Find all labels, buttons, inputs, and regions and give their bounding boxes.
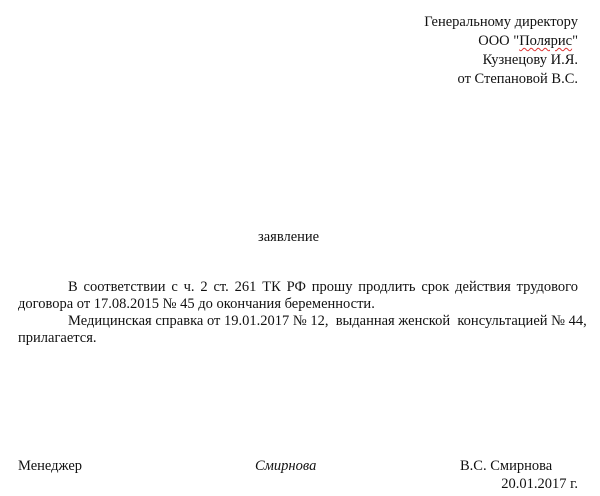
paragraph-2-line-1: Медицинская справка от 19.01.2017 № 12, выданная женской консультацией № 44, <box>68 313 587 329</box>
addressee-title: Генеральному директору <box>424 14 578 30</box>
paragraph-1-line-1: В соответствии с ч. 2 ст. 261 ТК РФ прошу продлить срок действия трудового <box>68 279 578 295</box>
paragraph-2-line-2: прилагается. <box>18 330 97 346</box>
company-suffix: " <box>572 33 578 49</box>
sender-name: от Степановой В.С. <box>457 71 578 87</box>
document-title: заявление <box>258 229 320 245</box>
signer-name: В.С. Смирнова <box>460 458 553 474</box>
document-body <box>18 279 587 347</box>
company-line <box>424 32 578 51</box>
paragraph-1-line-2: договора от 17.08.2015 № 45 до окончания беременности. <box>18 296 375 312</box>
company-prefix: ООО " <box>478 33 520 49</box>
signer-position: Менеджер <box>18 458 83 474</box>
document-date: 20.01.2017 г. <box>501 476 578 492</box>
addressee-name: Кузнецову И.Я. <box>482 52 578 68</box>
addressee-block <box>424 13 578 89</box>
handwritten-signature: Смирнова <box>255 458 317 474</box>
company-name: Полярис <box>519 33 573 49</box>
